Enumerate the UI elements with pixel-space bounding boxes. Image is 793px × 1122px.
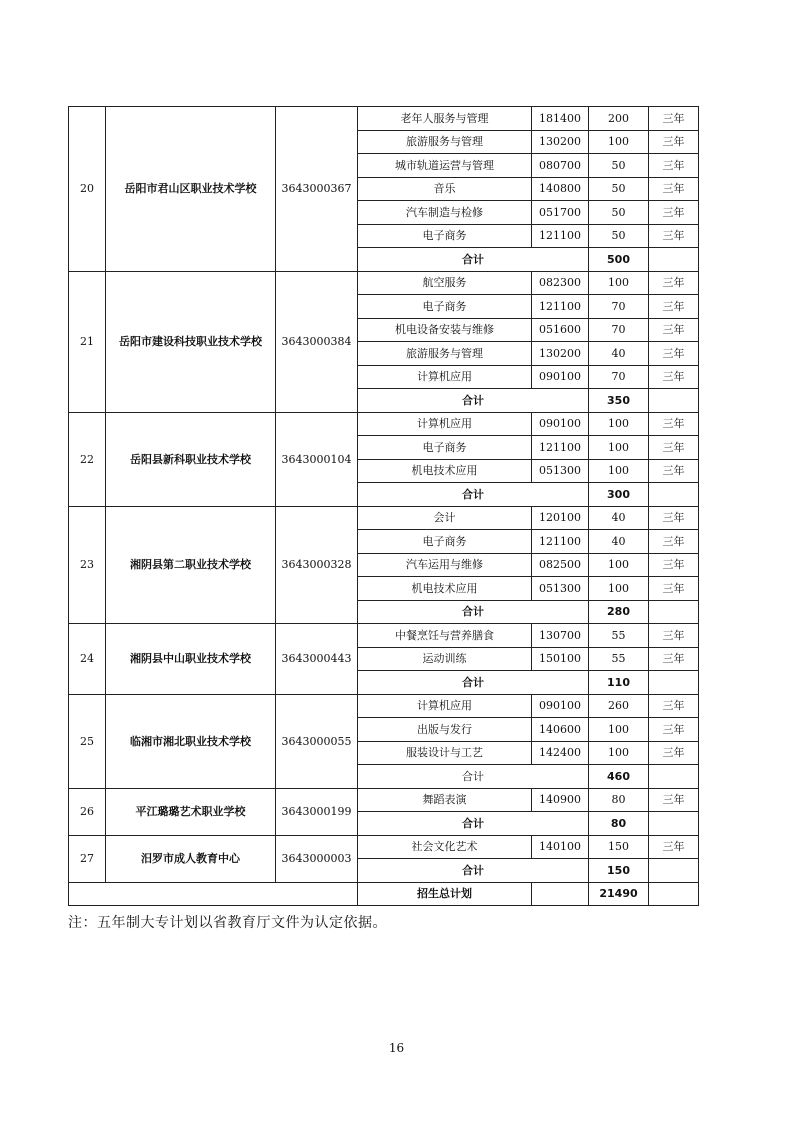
program-length: 三年 bbox=[649, 506, 699, 530]
grand-total-label: 招生总计划 bbox=[358, 882, 532, 906]
program-length: 三年 bbox=[649, 741, 699, 765]
major-code: 082300 bbox=[532, 271, 589, 295]
major-name: 运动训练 bbox=[358, 647, 532, 671]
enrollment-count: 100 bbox=[589, 436, 649, 460]
major-name: 中餐烹饪与营养膳食 bbox=[358, 624, 532, 648]
major-code: 120100 bbox=[532, 506, 589, 530]
subtotal-label: 合计 bbox=[358, 389, 589, 413]
major-name: 电子商务 bbox=[358, 295, 532, 319]
school-name: 临湘市湘北职业技术学校 bbox=[106, 694, 276, 788]
program-length: 三年 bbox=[649, 107, 699, 131]
subtotal-value: 80 bbox=[589, 812, 649, 836]
major-code: 140100 bbox=[532, 835, 589, 859]
program-length: 三年 bbox=[649, 201, 699, 225]
major-code: 051600 bbox=[532, 318, 589, 342]
program-length: 三年 bbox=[649, 694, 699, 718]
school-code: 3643000003 bbox=[276, 835, 358, 882]
program-length: 三年 bbox=[649, 130, 699, 154]
enrollment-count: 50 bbox=[589, 154, 649, 178]
school-number: 26 bbox=[69, 788, 106, 835]
major-code: 051700 bbox=[532, 201, 589, 225]
major-code: 181400 bbox=[532, 107, 589, 131]
program-length: 三年 bbox=[649, 647, 699, 671]
major-code: 140600 bbox=[532, 718, 589, 742]
school-number: 22 bbox=[69, 412, 106, 506]
major-code: 130700 bbox=[532, 624, 589, 648]
major-code: 142400 bbox=[532, 741, 589, 765]
program-length: 三年 bbox=[649, 412, 699, 436]
major-code: 121100 bbox=[532, 224, 589, 248]
enrollment-count: 40 bbox=[589, 342, 649, 366]
subtotal-value: 110 bbox=[589, 671, 649, 695]
major-code: 121100 bbox=[532, 436, 589, 460]
school-name: 岳阳市君山区职业技术学校 bbox=[106, 107, 276, 272]
school-number: 24 bbox=[69, 624, 106, 695]
enrollment-count: 100 bbox=[589, 577, 649, 601]
major-name: 社会文化艺术 bbox=[358, 835, 532, 859]
program-length: 三年 bbox=[649, 177, 699, 201]
empty-cell bbox=[649, 248, 699, 272]
empty-cell bbox=[649, 483, 699, 507]
empty-cell bbox=[649, 859, 699, 883]
subtotal-label: 合计 bbox=[358, 765, 589, 789]
enrollment-count: 100 bbox=[589, 553, 649, 577]
enrollment-count: 100 bbox=[589, 271, 649, 295]
enrollment-plan-table bbox=[68, 106, 699, 906]
table-row bbox=[69, 271, 699, 295]
major-name: 计算机应用 bbox=[358, 412, 532, 436]
subtotal-label: 合计 bbox=[358, 671, 589, 695]
major-code: 140900 bbox=[532, 788, 589, 812]
major-code: 121100 bbox=[532, 530, 589, 554]
major-code: 130200 bbox=[532, 130, 589, 154]
empty-cell bbox=[532, 882, 589, 906]
major-name: 计算机应用 bbox=[358, 694, 532, 718]
grand-total-value: 21490 bbox=[589, 882, 649, 906]
major-code: 090100 bbox=[532, 694, 589, 718]
major-name: 舞蹈表演 bbox=[358, 788, 532, 812]
table-row bbox=[69, 506, 699, 530]
major-name: 老年人服务与管理 bbox=[358, 107, 532, 131]
major-name: 电子商务 bbox=[358, 224, 532, 248]
program-length: 三年 bbox=[649, 271, 699, 295]
major-name: 旅游服务与管理 bbox=[358, 342, 532, 366]
enrollment-count: 100 bbox=[589, 130, 649, 154]
table-row bbox=[69, 835, 699, 859]
enrollment-count: 80 bbox=[589, 788, 649, 812]
school-number: 25 bbox=[69, 694, 106, 788]
school-code: 3643000104 bbox=[276, 412, 358, 506]
school-name: 湘阴县中山职业技术学校 bbox=[106, 624, 276, 695]
major-name: 机电技术应用 bbox=[358, 577, 532, 601]
major-code: 090100 bbox=[532, 412, 589, 436]
program-length: 三年 bbox=[649, 718, 699, 742]
major-code: 082500 bbox=[532, 553, 589, 577]
table-row bbox=[69, 107, 699, 131]
school-code: 3643000384 bbox=[276, 271, 358, 412]
enrollment-count: 50 bbox=[589, 177, 649, 201]
major-name: 电子商务 bbox=[358, 436, 532, 460]
major-code: 130200 bbox=[532, 342, 589, 366]
enrollment-count: 200 bbox=[589, 107, 649, 131]
program-length: 三年 bbox=[649, 553, 699, 577]
subtotal-label: 合计 bbox=[358, 248, 589, 272]
school-name: 岳阳市建设科技职业技术学校 bbox=[106, 271, 276, 412]
enrollment-count: 70 bbox=[589, 365, 649, 389]
subtotal-label: 合计 bbox=[358, 483, 589, 507]
empty-cell bbox=[649, 765, 699, 789]
enrollment-count: 100 bbox=[589, 718, 649, 742]
subtotal-label: 合计 bbox=[358, 600, 589, 624]
major-name: 城市轨道运营与管理 bbox=[358, 154, 532, 178]
major-name: 服装设计与工艺 bbox=[358, 741, 532, 765]
major-code: 121100 bbox=[532, 295, 589, 319]
enrollment-count: 150 bbox=[589, 835, 649, 859]
program-length: 三年 bbox=[649, 295, 699, 319]
school-code: 3643000199 bbox=[276, 788, 358, 835]
enrollment-count: 260 bbox=[589, 694, 649, 718]
enrollment-count: 40 bbox=[589, 530, 649, 554]
enrollment-count: 70 bbox=[589, 295, 649, 319]
program-length: 三年 bbox=[649, 788, 699, 812]
subtotal-value: 350 bbox=[589, 389, 649, 413]
major-code: 080700 bbox=[532, 154, 589, 178]
empty-cell bbox=[649, 812, 699, 836]
subtotal-label: 合计 bbox=[358, 859, 589, 883]
school-name: 岳阳县新科职业技术学校 bbox=[106, 412, 276, 506]
school-number: 27 bbox=[69, 835, 106, 882]
empty-cell bbox=[649, 389, 699, 413]
major-name: 汽车运用与维修 bbox=[358, 553, 532, 577]
enrollment-count: 55 bbox=[589, 647, 649, 671]
major-code: 150100 bbox=[532, 647, 589, 671]
program-length: 三年 bbox=[649, 224, 699, 248]
subtotal-value: 500 bbox=[589, 248, 649, 272]
enrollment-count: 40 bbox=[589, 506, 649, 530]
program-length: 三年 bbox=[649, 342, 699, 366]
subtotal-value: 460 bbox=[589, 765, 649, 789]
major-name: 旅游服务与管理 bbox=[358, 130, 532, 154]
grand-total-row bbox=[69, 882, 699, 906]
subtotal-label: 合计 bbox=[358, 812, 589, 836]
program-length: 三年 bbox=[649, 577, 699, 601]
school-code: 3643000055 bbox=[276, 694, 358, 788]
enrollment-count: 50 bbox=[589, 224, 649, 248]
school-name: 湘阴县第二职业技术学校 bbox=[106, 506, 276, 624]
table-row bbox=[69, 694, 699, 718]
school-name: 平江璐璐艺术职业学校 bbox=[106, 788, 276, 835]
empty-cell bbox=[649, 600, 699, 624]
enrollment-count: 100 bbox=[589, 459, 649, 483]
school-code: 3643000328 bbox=[276, 506, 358, 624]
program-length: 三年 bbox=[649, 365, 699, 389]
school-code: 3643000367 bbox=[276, 107, 358, 272]
program-length: 三年 bbox=[649, 624, 699, 648]
major-code: 051300 bbox=[532, 459, 589, 483]
table-row bbox=[69, 788, 699, 812]
subtotal-value: 300 bbox=[589, 483, 649, 507]
enrollment-count: 70 bbox=[589, 318, 649, 342]
school-number: 20 bbox=[69, 107, 106, 272]
enrollment-count: 100 bbox=[589, 412, 649, 436]
major-code: 140800 bbox=[532, 177, 589, 201]
empty-cell bbox=[69, 882, 358, 906]
program-length: 三年 bbox=[649, 436, 699, 460]
major-name: 航空服务 bbox=[358, 271, 532, 295]
empty-cell bbox=[649, 671, 699, 695]
school-number: 21 bbox=[69, 271, 106, 412]
subtotal-value: 280 bbox=[589, 600, 649, 624]
major-name: 出版与发行 bbox=[358, 718, 532, 742]
subtotal-value: 150 bbox=[589, 859, 649, 883]
program-length: 三年 bbox=[649, 318, 699, 342]
major-code: 051300 bbox=[532, 577, 589, 601]
program-length: 三年 bbox=[649, 459, 699, 483]
major-name: 机电设备安装与维修 bbox=[358, 318, 532, 342]
page-number: 16 bbox=[388, 1041, 405, 1055]
table-row bbox=[69, 624, 699, 648]
empty-cell bbox=[649, 882, 699, 906]
enrollment-count: 50 bbox=[589, 201, 649, 225]
school-number: 23 bbox=[69, 506, 106, 624]
major-name: 计算机应用 bbox=[358, 365, 532, 389]
program-length: 三年 bbox=[649, 154, 699, 178]
enrollment-count: 55 bbox=[589, 624, 649, 648]
major-name: 会计 bbox=[358, 506, 532, 530]
major-name: 音乐 bbox=[358, 177, 532, 201]
table-body bbox=[69, 107, 699, 906]
enrollment-count: 100 bbox=[589, 741, 649, 765]
major-name: 汽车制造与检修 bbox=[358, 201, 532, 225]
school-code: 3643000443 bbox=[276, 624, 358, 695]
table-row bbox=[69, 412, 699, 436]
program-length: 三年 bbox=[649, 530, 699, 554]
major-name: 机电技术应用 bbox=[358, 459, 532, 483]
program-length: 三年 bbox=[649, 835, 699, 859]
school-name: 汨罗市成人教育中心 bbox=[106, 835, 276, 882]
major-code: 090100 bbox=[532, 365, 589, 389]
major-name: 电子商务 bbox=[358, 530, 532, 554]
footnote: 注：五年制大专计划以省教育厅文件为认定依据。 bbox=[68, 915, 387, 931]
